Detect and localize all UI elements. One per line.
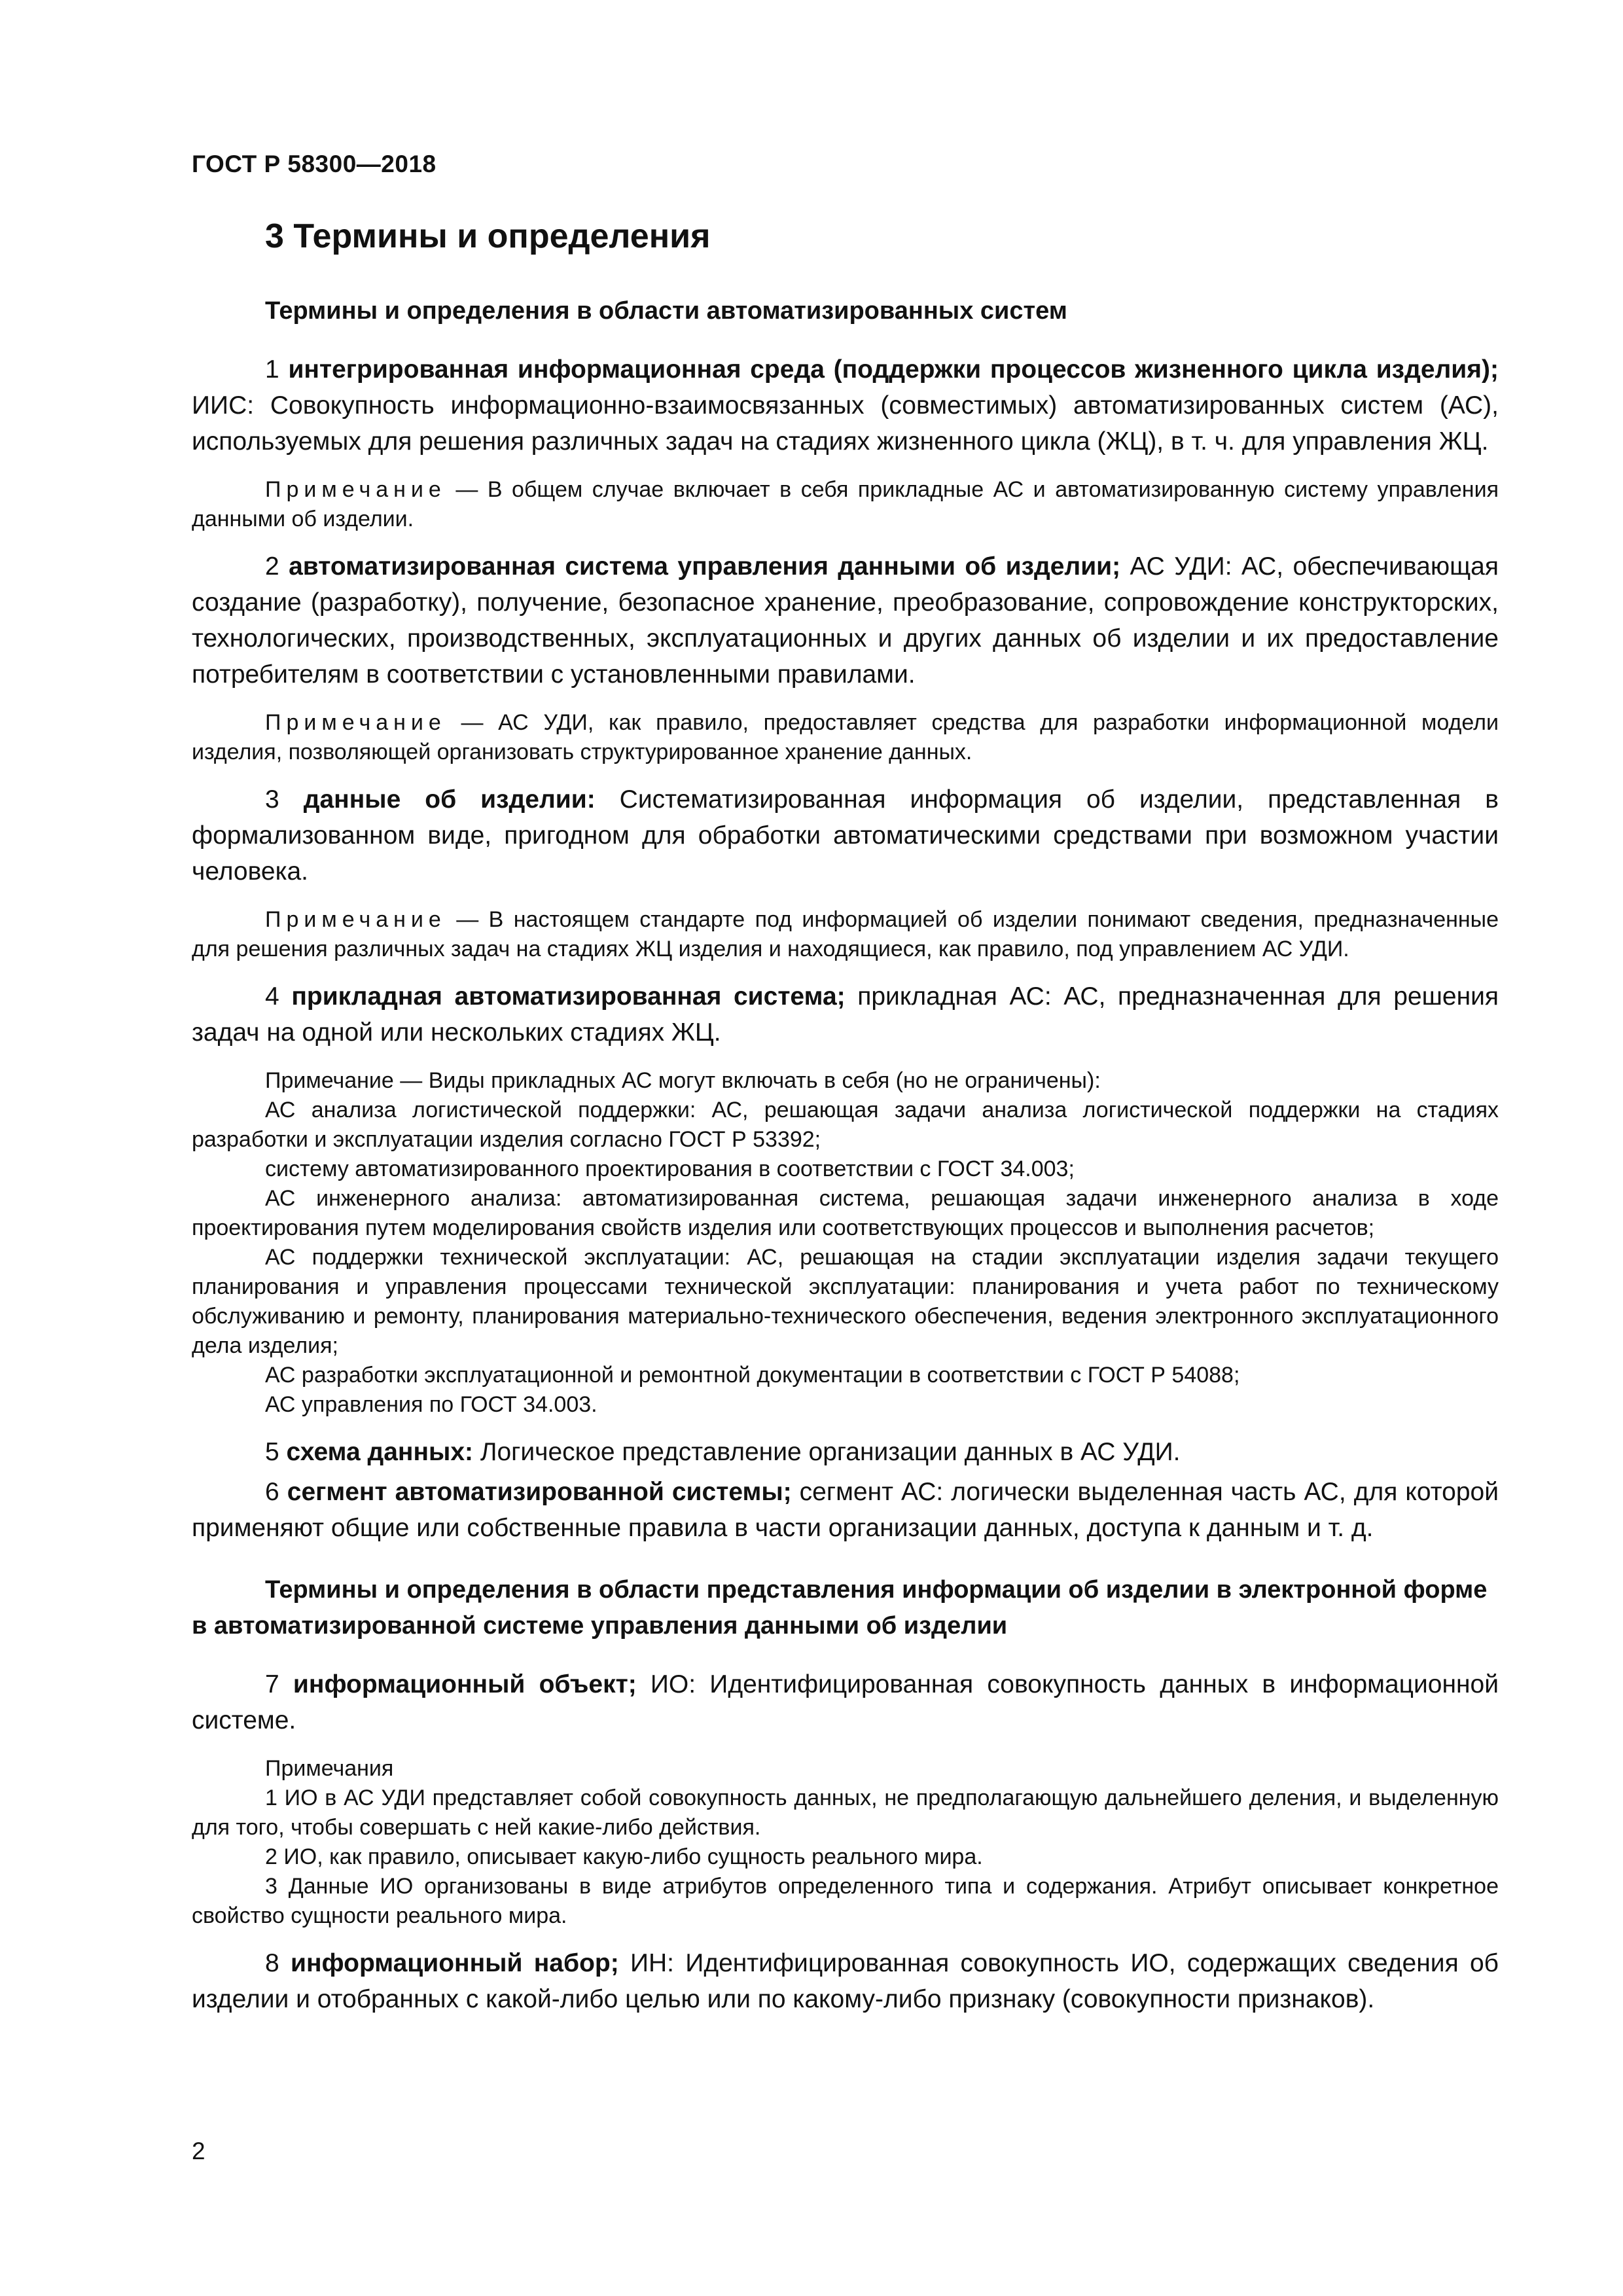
term-3-name: данные об изделии: <box>303 785 596 814</box>
term-3-definition: Систематизированная информация об изделии, представленная в формализованном виде, пригодном для обработки автоматическими средствами при возможном участии человека. <box>192 785 1499 886</box>
term-6: 6 сегмент автоматизированной системы; сегмент АС: логически выделенная часть АС, для которой применяют общие или собственные правила в части организации данных, доступа к данным и т. д. <box>192 1478 1499 1543</box>
term-7-definition: ИО: Идентифицированная совокупность данных в информационной системе. <box>192 1670 1499 1735</box>
term-7: 7 информационный объект; ИО: Идентифицированная совокупность данных в информационной системе. <box>192 1670 1499 1735</box>
note-4: Примечание — Виды прикладных АС могут включать в себя (но не ограничены): <box>265 1068 1101 1094</box>
document-body <box>192 216 1499 2033</box>
note-7-item: 3 Данные ИО организованы в виде атрибутов определенного типа и содержания. Атрибут описывает конкретное свойство сущности реального мира. <box>192 1874 1499 1929</box>
term-2-definition: АС УДИ: АС, обеспечивающая создание (разработку), получение, безопасное хранение, преобразование, сопровождение конструкторских, технологических, производственных, эксплуатационных и других данных об изделии и их предоставление потребителям в соответствии с установленными правилами. <box>192 552 1499 689</box>
subsection-heading: Термины и определения в области представления информации об изделии в электронной форме в автоматизированной системе управления данными об изделии <box>192 1576 1488 1640</box>
term-3: 3 данные об изделии: Систематизированная информация об изделии, представленная в формализованном виде, пригодном для обработки автоматическими средствами при возможном участии человека. <box>192 785 1499 886</box>
term-6-name: сегмент автоматизированной системы; <box>287 1478 792 1507</box>
term-8: 8 информационный набор; ИН: Идентифицированная совокупность ИО, содержащих сведения об изделии и отобранных с какой-либо целью или по какому-либо признаку (совокупности признаков). <box>192 1949 1499 2014</box>
note-1: Примечание — В общем случае включает в себя прикладные АС и автоматизированную систему управления данными об изделии. <box>192 477 1499 532</box>
note-4-list-item: АС разработки эксплуатационной и ремонтной документации в соответствии с ГОСТ Р 54088; <box>265 1363 1240 1388</box>
term-1-definition: ИИС: Совокупность информационно-взаимосвязанных (совместимых) автоматизированных систем (АС), используемых для решения различных задач на стадиях жизненного цикла (ЖЦ), в т. ч. для управления ЖЦ. <box>192 391 1499 456</box>
term-5-definition: Логическое представление организации данных в АС УДИ. <box>473 1438 1181 1467</box>
note-4-list-item: АС анализа логистической поддержки: АС, решающая задачи анализа логистической поддержки на стадиях разработки и эксплуатации изделия согласно ГОСТ Р 53392; <box>192 1098 1499 1153</box>
subsection-heading: Термины и определения в области автоматизированных систем <box>265 297 1067 325</box>
note-4-list-item: АС управления по ГОСТ 34.003. <box>265 1392 597 1418</box>
note-4-list-item: АС поддержки технической эксплуатации: АС, решающая на стадии эксплуатации изделия задачи текущего планирования и управления процессами технической эксплуатации: планирования и учета работ по техническому обслуживанию и ремонту, планирования материально-технического обеспечения, ведения электронного эксплуатационного дела изделия; <box>192 1245 1499 1359</box>
term-8-name: информационный набор; <box>290 1949 619 1978</box>
section-title: 3 Термины и определения <box>265 217 711 255</box>
term-4-definition: прикладная АС: АС, предназначенная для решения задач на одной или нескольких стадиях ЖЦ. <box>192 982 1499 1047</box>
term-2-name: автоматизированная система управления данными об изделии; <box>289 552 1121 581</box>
note-7-item: 2 ИО, как правило, описывает какую-либо сущность реального мира. <box>265 1844 983 1870</box>
note-7-item: 1 ИО в АС УДИ представляет собой совокупность данных, не предполагающую дальнейшего деления, и выделенную для того, чтобы совершать с ней какие-либо действия. <box>192 1785 1499 1840</box>
term-6-definition: сегмент АС: логически выделенная часть АС, для которой применяют общие или собственные правила в части организации данных, доступа к данным и т. д. <box>192 1478 1499 1543</box>
term-5-name: схема данных: <box>286 1438 474 1467</box>
term-4: 4 прикладная автоматизированная система; прикладная АС: АС, предназначенная для решения задач на одной или нескольких стадиях ЖЦ. <box>192 982 1499 1047</box>
term-2: 2 автоматизированная система управления данными об изделии; АС УДИ: АС, обеспечивающая создание (разработку), получение, безопасное хранение, преобразование, сопровождение конструкторских, технологических, производственных, эксплуатационных и других данных об изделии и их предоставление потребителям в соответствии с установленными правилами. <box>192 552 1499 689</box>
notes-7-label: Примечания <box>265 1756 394 1782</box>
page-number: 2 <box>192 2138 205 2164</box>
term-5: 5 схема данных: Логическое представление организации данных в АС УДИ. <box>265 1438 1181 1467</box>
note-3: Примечание — В настоящем стандарте под информацией об изделии понимают сведения, предназначенные для решения различных задач на стадиях ЖЦ изделия и находящиеся, как правило, под управлением АС УДИ. <box>192 907 1499 962</box>
term-8-definition: ИН: Идентифицированная совокупность ИО, содержащих сведения об изделии и отобранных с какой-либо целью или по какому-либо признаку (совокупности признаков). <box>192 1949 1499 2014</box>
term-4-name: прикладная автоматизированная система; <box>291 982 846 1011</box>
note-4-list-item: АС инженерного анализа: автоматизированная система, решающая задачи инженерного анализа в ходе проектирования путем моделирования свойств изделия или соответствующих процессов и выполнения расчетов; <box>192 1186 1499 1241</box>
note-4-list-item: систему автоматизированного проектирования в соответствии с ГОСТ 34.003; <box>265 1157 1075 1182</box>
document-header: ГОСТ Р 58300—2018 <box>192 151 437 177</box>
term-1-name: интегрированная информационная среда (поддержки процессов жизненного цикла изделия); <box>288 355 1499 384</box>
term-1: 1 интегрированная информационная среда (поддержки процессов жизненного цикла изделия); ИИС: Совокупность информационно-взаимосвязанных (совместимых) автоматизированных систем (АС), используемых для решения различных задач на стадиях жизненного цикла (ЖЦ), в т. ч. для управления ЖЦ. <box>192 355 1499 456</box>
term-7-name: информационный объект; <box>293 1670 637 1699</box>
note-2: Примечание — АС УДИ, как правило, предоставляет средства для разработки информационной модели изделия, позволяющей организовать структурированное хранение данных. <box>192 710 1499 765</box>
